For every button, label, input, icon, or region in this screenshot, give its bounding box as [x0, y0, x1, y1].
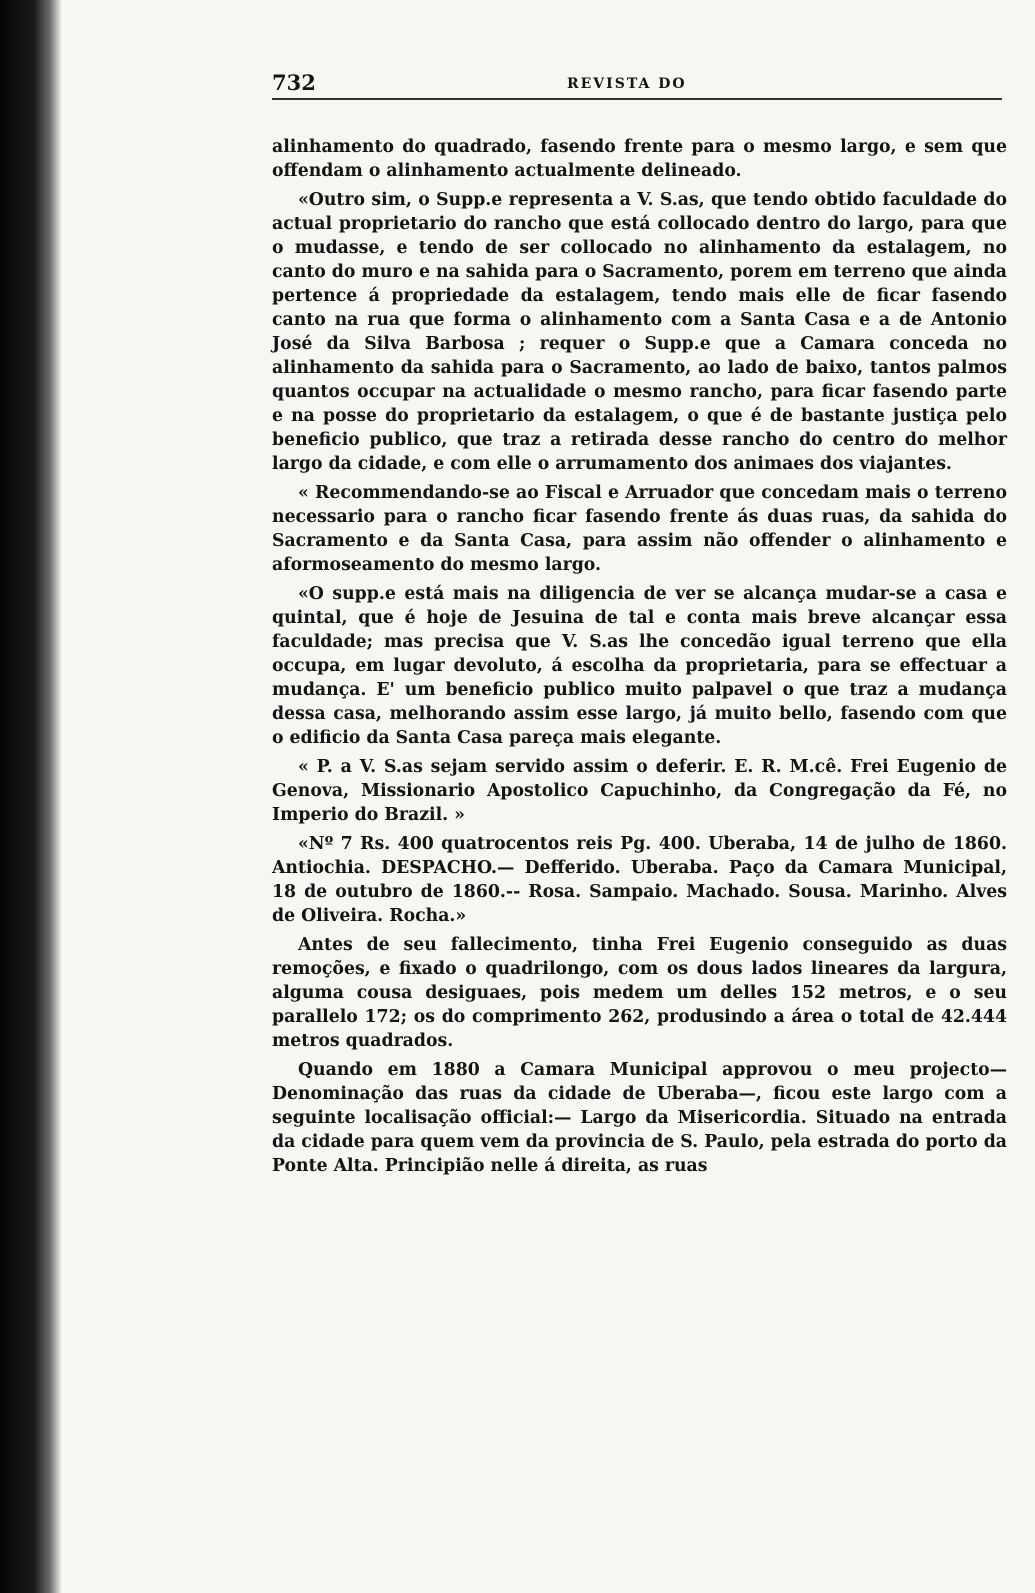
paragraph: « P. a V. S.as sejam servido assim o deferir. E. R. M.cê. Frei Eugenio de Genova, Missionario Apostolico Capuchinho, da Congregação da Fé, no Imperio do Brazil. »	[272, 757, 1007, 825]
paragraph: « Recommendando-se ao Fiscal e Arruador que concedam mais o terreno necessario para o rancho ficar fasendo frente ás duas ruas, da sahida do Sacramento e da Santa Casa, para assim não offender o alinhamento e aformoseamento do mesmo largo.	[272, 483, 1007, 575]
running-head: REVISTA DO	[567, 76, 687, 92]
paragraph: «O supp.e está mais na diligencia de ver se alcança mudar-se a casa e quintal, que é hoje de Jesuina de tal e conta mais breve alcançar essa faculdade; mas precisa que V. S.as lhe concedão igual terreno que ella occupa, em lugar devoluto, á escolha da proprietaria, para se effectuar a mudança. E' um beneficio publico muito palpavel o que traz a mudança dessa casa, melhorando assim esse largo, já muito bello, fasendo com que o edificio da Santa Casa pareça mais elegante.	[272, 584, 1007, 748]
header-rule	[272, 98, 1002, 100]
book-binding-shadow	[0, 0, 62, 1593]
page-body	[272, 135, 1007, 1178]
paragraph: alinhamento do quadrado, fasendo frente para o mesmo largo, e sem que offendam o alinhamento actualmente delineado.	[272, 137, 1007, 181]
book-page	[272, 60, 1007, 1183]
paragraph: «Outro sim, o Supp.e representa a V. S.as, que tendo obtido faculdade do actual proprietario do rancho que está collocado dentro do largo, para que o mudasse, e tendo de ser collocado no alinhamento da estalagem, no canto do muro e na sahida para o Sacramento, porem em terreno que ainda pertence á propriedade da estalagem, tendo mais elle de ficar fasendo canto na rua que forma o alinhamento com a Santa Casa e a de Antonio José da Silva Barbosa ; requer o Supp.e que a Camara conceda no alinhamento da sahida para o Sacramento, ao lado de baixo, tantos palmos quantos occupar na actualidade o mesmo rancho, para ficar fasendo parte e na posse do proprietario da estalagem, o que é de bastante justiça pelo beneficio publico, que traz a retirada desse rancho do centro do melhor largo da cidade, e com elle o arrumamento dos animaes dos viajantes.	[272, 190, 1007, 474]
paragraph: Quando em 1880 a Camara Municipal approvou o meu projecto— Denominação das ruas da cidade de Uberaba—, ficou este largo com a seguinte localisação official:— Largo da Misericordia. Situado na entrada da cidade para quem vem da provincia de S. Paulo, pela estrada do porto da Ponte Alta. Principião nelle á direita, as ruas	[272, 1060, 1007, 1176]
paragraph: «Nº 7 Rs. 400 quatrocentos reis Pg. 400. Uberaba, 14 de julho de 1860. Antiochia. DESPACHO.— Defferido. Uberaba. Paço da Camara Municipal, 18 de outubro de 1860.-- Rosa. Sampaio. Machado. Sousa. Marinho. Alves de Oliveira. Rocha.»	[272, 834, 1007, 926]
page-number: 732	[272, 70, 316, 95]
page-header	[272, 60, 1007, 100]
paragraph: Antes de seu fallecimento, tinha Frei Eugenio conseguido as duas remoções, e fixado o quadrilongo, com os dous lados lineares da largura, alguma cousa desiguaes, pois medem um delles 152 metros, e o seu parallelo 172; os do comprimento 262, produsindo a área o total de 42.444 metros quadrados.	[272, 935, 1007, 1051]
